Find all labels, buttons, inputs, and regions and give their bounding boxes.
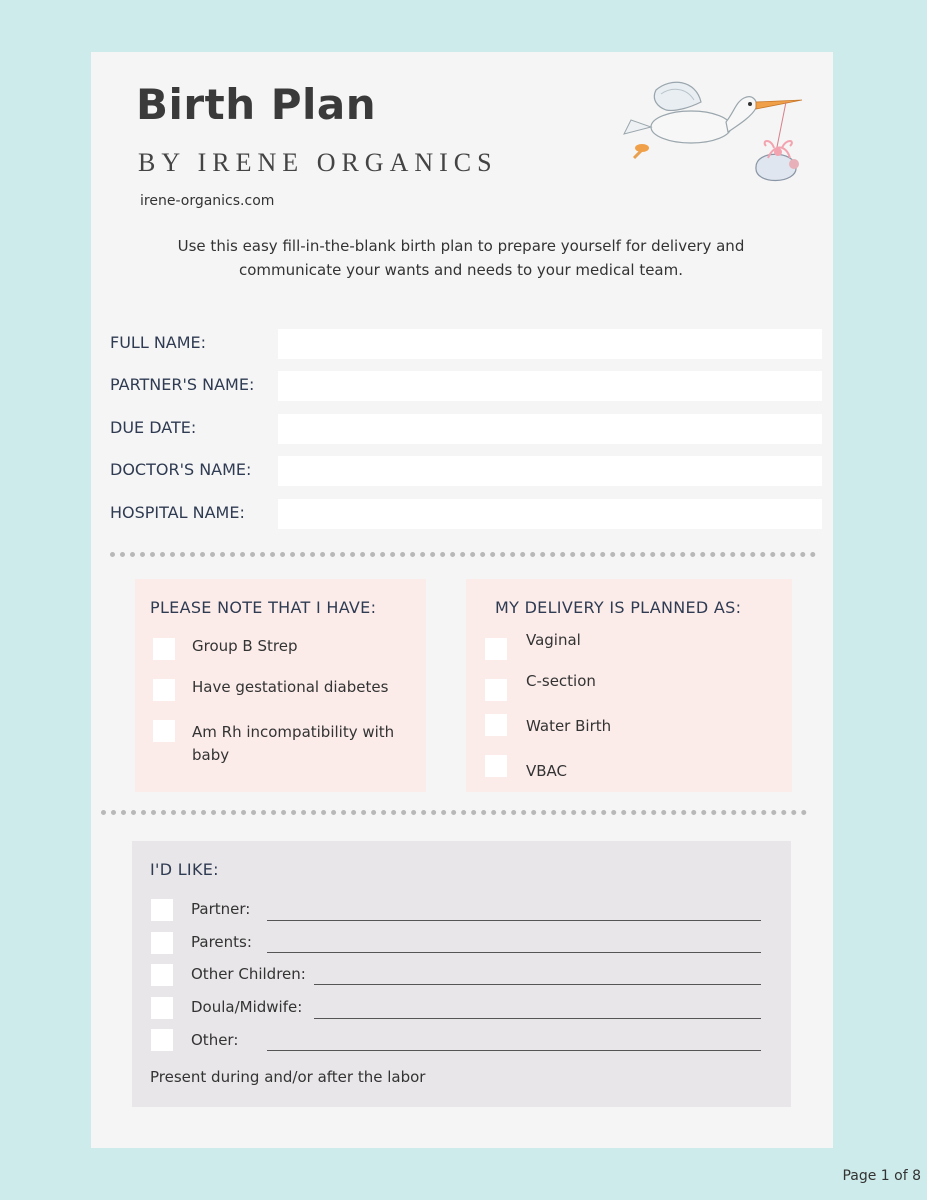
full-name-label: FULL NAME: — [110, 333, 207, 352]
checkbox-other[interactable] — [151, 1029, 173, 1051]
option-label: VBAC — [526, 762, 568, 780]
option-label: Parents: — [191, 933, 252, 951]
due-date-field[interactable] — [278, 414, 822, 444]
preferences-title: I'D LIKE: — [150, 860, 219, 879]
preferences-box — [132, 841, 791, 1107]
doula-midwife-line[interactable] — [314, 1018, 761, 1019]
full-name-field[interactable] — [278, 329, 822, 359]
option-label: Vaginal — [526, 631, 581, 649]
partner-name-label: PARTNER'S NAME: — [110, 375, 255, 394]
other-children-line[interactable] — [314, 984, 761, 985]
checkbox-c-section[interactable] — [485, 679, 507, 701]
brand-subtitle: BY IRENE ORGANICS — [138, 148, 498, 177]
partner-name-row — [110, 371, 822, 401]
checkbox-partner[interactable] — [151, 899, 173, 921]
option-label: Group B Strep — [192, 637, 298, 655]
conditions-box — [135, 579, 426, 792]
option-label: Other: — [191, 1031, 239, 1049]
option-label: Have gestational diabetes — [192, 678, 389, 696]
due-date-label: DUE DATE: — [110, 418, 197, 437]
hospital-name-row — [110, 499, 822, 529]
due-date-row — [110, 414, 822, 444]
parents-line[interactable] — [267, 952, 761, 953]
preferences-note: Present during and/or after the labor — [150, 1068, 426, 1086]
option-label: C-section — [526, 672, 596, 690]
checkbox-water-birth[interactable] — [485, 714, 507, 736]
doctor-name-row — [110, 456, 822, 486]
checkbox-vaginal[interactable] — [485, 638, 507, 660]
document-page — [91, 52, 833, 1148]
doctor-name-field[interactable] — [278, 456, 822, 486]
hospital-name-label: HOSPITAL NAME: — [110, 503, 245, 522]
dotted-divider — [101, 810, 807, 815]
checkbox-rh-incompatibility[interactable] — [153, 720, 175, 742]
partner-name-field[interactable] — [278, 371, 822, 401]
checkbox-doula-midwife[interactable] — [151, 997, 173, 1019]
stork-carrying-baby-icon — [616, 72, 816, 192]
website-link[interactable]: irene-organics.com — [140, 193, 275, 209]
doctor-name-label: DOCTOR'S NAME: — [110, 460, 252, 479]
checkbox-other-children[interactable] — [151, 964, 173, 986]
dotted-divider — [110, 552, 816, 557]
option-label: Other Children: — [191, 965, 306, 983]
checkbox-group-b-strep[interactable] — [153, 638, 175, 660]
checkbox-parents[interactable] — [151, 932, 173, 954]
delivery-title: MY DELIVERY IS PLANNED AS: — [495, 598, 742, 617]
partner-line[interactable] — [267, 920, 761, 921]
option-label: Water Birth — [526, 717, 612, 735]
option-label: Doula/Midwife: — [191, 998, 303, 1016]
delivery-box — [466, 579, 792, 792]
option-label: Partner: — [191, 900, 251, 918]
hospital-name-field[interactable] — [278, 499, 822, 529]
option-label: Am Rh incompatibility with baby — [192, 723, 395, 764]
page-indicator: Page 1 of 8 — [842, 1168, 921, 1184]
conditions-title: PLEASE NOTE THAT I HAVE: — [150, 598, 377, 617]
page-title: Birth Plan — [136, 80, 377, 129]
other-line[interactable] — [267, 1050, 761, 1051]
checkbox-vbac[interactable] — [485, 755, 507, 777]
checkbox-gestational-diabetes[interactable] — [153, 679, 175, 701]
full-name-row — [110, 329, 822, 359]
intro-text: Use this easy fill-in-the-blank birth plan to prepare yourself for delivery and communicate your wants and needs to your medical team. — [177, 237, 745, 279]
